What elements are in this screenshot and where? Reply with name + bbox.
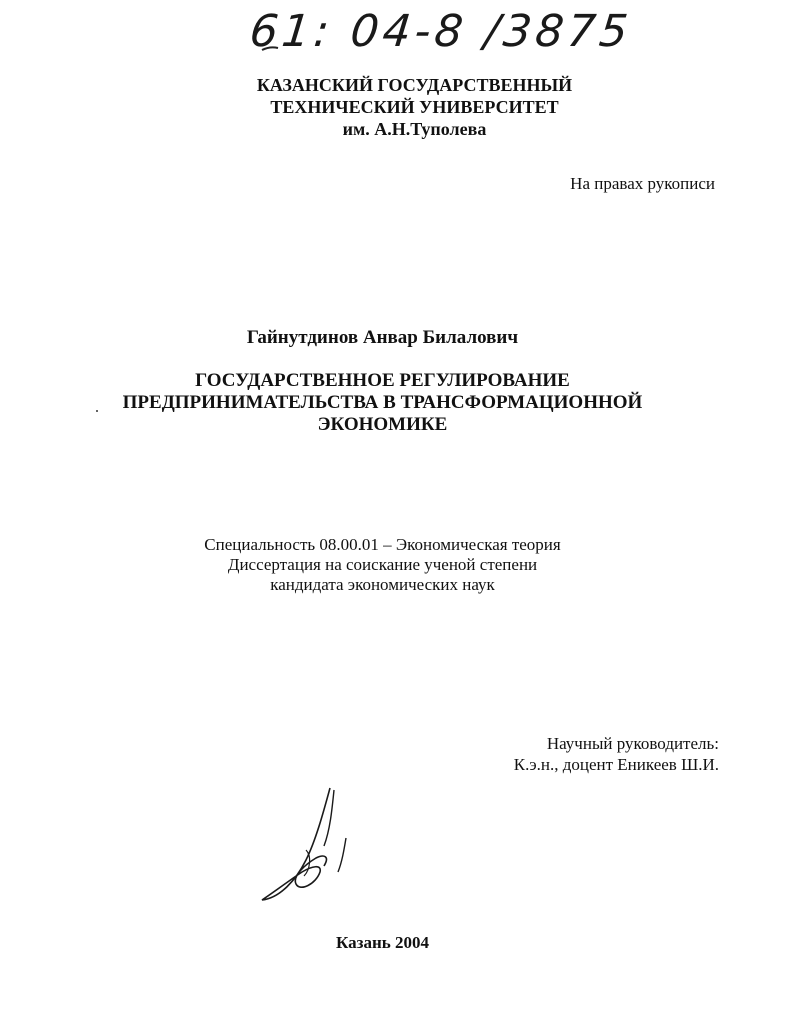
specialty-line3: кандидата экономических наук [270, 575, 495, 594]
supervisor-name: К.э.н., доцент Еникеев Ш.И. [513, 755, 719, 774]
title-line1: ГОСУДАРСТВЕННОЕ РЕГУЛИРОВАНИЕ [195, 370, 570, 391]
archive-code-underline [0, 0, 799, 80]
specialty-line1: Специальность 08.00.01 – Экономическая теория [204, 535, 561, 554]
university-header [0, 74, 799, 140]
scan-speck [96, 410, 98, 412]
author-name: Гайнутдинов Анвар Билалович [246, 327, 519, 348]
university-name-line3: им. А.Н.Туполева [342, 119, 487, 139]
specialty-block [0, 535, 782, 595]
handwritten-signature [250, 780, 360, 910]
specialty-line2: Диссертация на соискание ученой степени [227, 555, 538, 574]
rights-note: На правах рукописи [570, 174, 715, 193]
supervisor-block [514, 733, 719, 775]
supervisor-label: Научный руководитель: [546, 734, 719, 753]
university-name-line2: ТЕХНИЧЕСКИЙ УНИВЕРСИТЕТ [270, 97, 559, 117]
city-and-year: Казань 2004 [336, 933, 429, 952]
dissertation-title [0, 370, 782, 436]
university-name-line1: КАЗАНСКИЙ ГОСУДАРСТВЕННЫЙ [256, 75, 573, 95]
handwritten-archive-code: 61: 04-8 /3875 [247, 6, 635, 57]
title-line2: ПРЕДПРИНИМАТЕЛЬСТВА В ТРАНСФОРМАЦИОННОЙ [122, 392, 643, 413]
title-line3: ЭКОНОМИКЕ [317, 414, 448, 435]
